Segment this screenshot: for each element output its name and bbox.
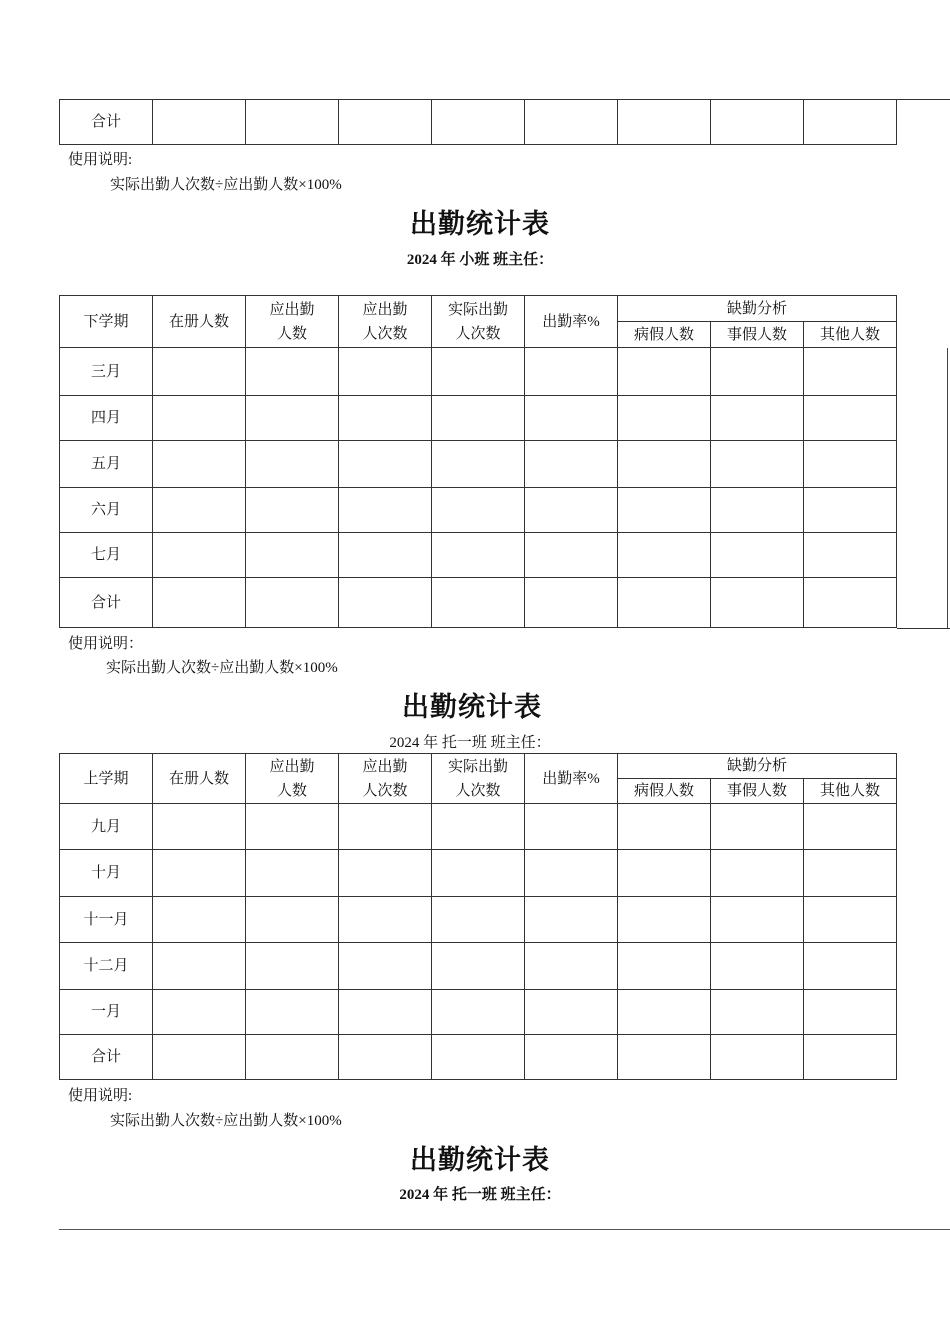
table-cell[interactable]	[153, 990, 246, 1035]
table-cell[interactable]	[804, 578, 897, 628]
table-cell[interactable]	[525, 488, 618, 533]
section1-subtitle: 2024 年 小班 班主任：	[406, 252, 554, 268]
section3-subtitle: 2024 年 托一班 班主任：	[399, 1187, 561, 1203]
table-cell[interactable]	[711, 943, 804, 990]
table-cell[interactable]	[339, 100, 432, 145]
table-cell[interactable]	[246, 804, 339, 850]
table-cell[interactable]	[618, 897, 711, 943]
table-cell[interactable]	[153, 578, 246, 628]
page-edge-line	[897, 628, 950, 629]
header-personal: 事假人数	[711, 779, 804, 804]
section2-body	[60, 804, 897, 1080]
table-cell[interactable]	[525, 396, 618, 441]
previous-table-fragment	[59, 99, 897, 145]
header-absence: 缺勤分析	[618, 296, 897, 322]
usage-formula: 实际出勤人次数÷应出勤人数×100%	[110, 1113, 342, 1129]
row-label: 合计	[60, 100, 153, 145]
table-cell[interactable]	[432, 1035, 525, 1080]
table-cell[interactable]	[711, 533, 804, 578]
table-cell[interactable]	[711, 990, 804, 1035]
table-cell[interactable]	[618, 990, 711, 1035]
table-cell[interactable]	[525, 100, 618, 145]
table-cell[interactable]	[618, 441, 711, 488]
table-cell[interactable]	[153, 943, 246, 990]
table-cell[interactable]	[153, 804, 246, 850]
table-cell[interactable]	[804, 441, 897, 488]
table-cell[interactable]	[432, 441, 525, 488]
table-cell[interactable]	[618, 348, 711, 396]
table-cell[interactable]	[525, 348, 618, 396]
table-cell[interactable]	[432, 396, 525, 441]
table-cell[interactable]	[525, 578, 618, 628]
table-cell[interactable]	[618, 488, 711, 533]
row-label: 合计	[60, 578, 153, 628]
table-cell[interactable]	[432, 578, 525, 628]
table-cell[interactable]	[339, 1035, 432, 1080]
table-cell[interactable]	[246, 578, 339, 628]
table-cell[interactable]	[804, 488, 897, 533]
section1-title: 出勤统计表	[410, 209, 550, 240]
table-cell[interactable]	[246, 348, 339, 396]
table-cell[interactable]	[432, 488, 525, 533]
table-cell[interactable]	[246, 943, 339, 990]
page-edge-line	[947, 348, 948, 628]
table-cell[interactable]	[711, 804, 804, 850]
row-label: 十一月	[60, 897, 153, 943]
table-cell[interactable]	[525, 804, 618, 850]
table-row	[60, 533, 897, 578]
table-cell[interactable]	[246, 850, 339, 897]
table-cell[interactable]	[618, 850, 711, 897]
table-cell[interactable]	[246, 488, 339, 533]
row-label: 九月	[60, 804, 153, 850]
header-other: 其他人数	[804, 322, 897, 348]
section2-attendance-table	[59, 753, 897, 1080]
table-row	[60, 943, 897, 990]
table-cell[interactable]	[432, 533, 525, 578]
table-row	[60, 850, 897, 897]
section2-subtitle: 2024 年 托一班 班主任：	[389, 735, 551, 751]
table-cell[interactable]	[339, 578, 432, 628]
table-cell[interactable]	[339, 441, 432, 488]
table-cell[interactable]	[711, 1035, 804, 1080]
table-cell[interactable]	[339, 804, 432, 850]
table-cell[interactable]	[432, 348, 525, 396]
table-row	[60, 348, 897, 396]
row-label: 五月	[60, 441, 153, 488]
header-sick: 病假人数	[618, 779, 711, 804]
table-cell[interactable]	[432, 897, 525, 943]
header-rate: 出勤率%	[525, 296, 618, 348]
row-label: 十二月	[60, 943, 153, 990]
table-cell[interactable]	[804, 804, 897, 850]
table-cell[interactable]	[246, 441, 339, 488]
table-cell[interactable]	[339, 533, 432, 578]
table-cell[interactable]	[432, 990, 525, 1035]
table-cell[interactable]	[525, 441, 618, 488]
table-cell[interactable]	[432, 100, 525, 145]
table-cell[interactable]	[153, 1035, 246, 1080]
table-cell[interactable]	[804, 943, 897, 990]
table-cell[interactable]	[525, 943, 618, 990]
table-row	[60, 990, 897, 1035]
header-expected: 应出勤人数	[246, 754, 339, 804]
table-cell[interactable]	[804, 850, 897, 897]
table-cell[interactable]	[153, 100, 246, 145]
table-cell[interactable]	[525, 850, 618, 897]
table-header-row	[60, 754, 897, 779]
table-cell[interactable]	[618, 943, 711, 990]
table-cell[interactable]	[711, 897, 804, 943]
table-cell[interactable]	[525, 897, 618, 943]
usage-note-label: 使用说明:	[68, 152, 133, 168]
row-label: 七月	[60, 533, 153, 578]
table-cell[interactable]	[711, 348, 804, 396]
table-cell[interactable]	[339, 850, 432, 897]
table-cell[interactable]	[711, 396, 804, 441]
table-cell[interactable]	[618, 1035, 711, 1080]
header-rate: 出勤率%	[525, 754, 618, 804]
table-cell[interactable]	[525, 1035, 618, 1080]
header-actual-times: 实际出勤人次数	[432, 754, 525, 804]
header-personal: 事假人数	[711, 322, 804, 348]
table-cell[interactable]	[246, 396, 339, 441]
table-cell[interactable]	[339, 943, 432, 990]
table-row	[60, 804, 897, 850]
table-cell[interactable]	[246, 100, 339, 145]
table-cell[interactable]	[618, 578, 711, 628]
page-edge-line	[897, 99, 950, 100]
row-label: 合计	[60, 1035, 153, 1080]
table-row	[60, 897, 897, 943]
row-label: 四月	[60, 396, 153, 441]
table-cell[interactable]	[432, 804, 525, 850]
table-header-row	[60, 296, 897, 322]
table-cell[interactable]	[246, 533, 339, 578]
table-cell[interactable]	[804, 1035, 897, 1080]
table-cell[interactable]	[246, 1035, 339, 1080]
row-label: 一月	[60, 990, 153, 1035]
table-row	[60, 578, 897, 628]
row-label: 三月	[60, 348, 153, 396]
table-cell[interactable]	[711, 850, 804, 897]
table-row	[60, 441, 897, 488]
table-row	[60, 396, 897, 441]
section1-body	[60, 348, 897, 628]
table-cell[interactable]	[525, 990, 618, 1035]
table-row	[60, 488, 897, 533]
table-cell[interactable]	[711, 578, 804, 628]
header-enrolled: 在册人数	[153, 754, 246, 804]
header-expected-times: 应出勤人次数	[339, 754, 432, 804]
table-cell[interactable]	[153, 488, 246, 533]
table-cell[interactable]	[804, 396, 897, 441]
table-row	[60, 100, 897, 145]
table-cell[interactable]	[711, 441, 804, 488]
table-cell[interactable]	[618, 804, 711, 850]
usage-formula: 实际出勤人次数÷应出勤人数×100%	[106, 660, 338, 676]
table-top-border	[59, 1229, 950, 1230]
table-cell[interactable]	[153, 396, 246, 441]
table-cell[interactable]	[153, 850, 246, 897]
header-enrolled: 在册人数	[153, 296, 246, 348]
table-cell[interactable]	[246, 897, 339, 943]
row-label: 十月	[60, 850, 153, 897]
table-cell[interactable]	[618, 100, 711, 145]
table-cell[interactable]	[711, 488, 804, 533]
table-cell[interactable]	[804, 990, 897, 1035]
table-cell[interactable]	[153, 897, 246, 943]
table-cell[interactable]	[804, 897, 897, 943]
table-cell[interactable]	[246, 990, 339, 1035]
header-term: 上学期	[60, 754, 153, 804]
header-absence: 缺勤分析	[618, 754, 897, 779]
table-cell[interactable]	[618, 396, 711, 441]
usage-note-label: 使用说明：	[68, 636, 144, 652]
table-cell[interactable]	[153, 441, 246, 488]
header-expected: 应出勤人数	[246, 296, 339, 348]
section2-title: 出勤统计表	[402, 692, 542, 723]
table-cell[interactable]	[804, 533, 897, 578]
table-cell[interactable]	[618, 533, 711, 578]
section1-attendance-table	[59, 295, 897, 628]
table-cell[interactable]	[339, 488, 432, 533]
section3-title: 出勤统计表	[410, 1145, 550, 1176]
header-expected-times: 应出勤人次数	[339, 296, 432, 348]
header-term: 下学期	[60, 296, 153, 348]
table-cell[interactable]	[432, 850, 525, 897]
table-cell[interactable]	[804, 100, 897, 145]
table-cell[interactable]	[153, 533, 246, 578]
table-row	[60, 1035, 897, 1080]
table-cell[interactable]	[711, 100, 804, 145]
table-cell[interactable]	[339, 396, 432, 441]
table-cell[interactable]	[804, 348, 897, 396]
usage-formula: 实际出勤人次数÷应出勤人数×100%	[110, 177, 342, 193]
table-cell[interactable]	[432, 943, 525, 990]
usage-note-label: 使用说明:	[68, 1088, 133, 1104]
table-cell[interactable]	[339, 348, 432, 396]
header-sick: 病假人数	[618, 322, 711, 348]
row-label: 六月	[60, 488, 153, 533]
table-cell[interactable]	[525, 533, 618, 578]
header-other: 其他人数	[804, 779, 897, 804]
table-cell[interactable]	[339, 897, 432, 943]
table-cell[interactable]	[339, 990, 432, 1035]
table-cell[interactable]	[153, 348, 246, 396]
header-actual-times: 实际出勤人次数	[432, 296, 525, 348]
